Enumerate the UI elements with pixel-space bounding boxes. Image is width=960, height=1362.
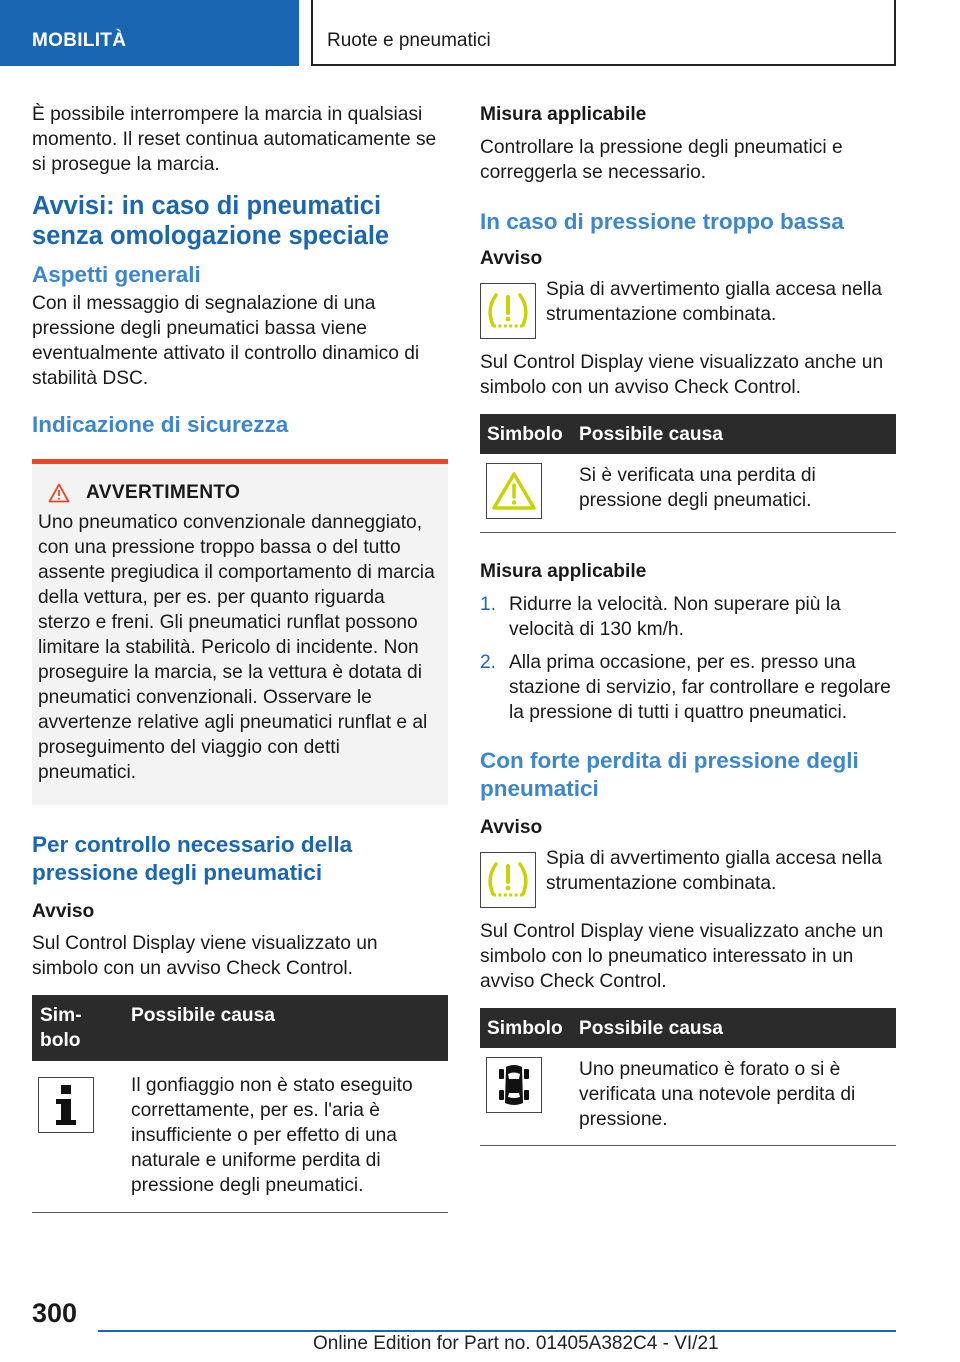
indicator-row: [480, 846, 896, 908]
warning-box: [32, 459, 448, 805]
page-header: [0, 0, 960, 66]
indicator-text: Spia di avvertimento gialla accesa nella strumentazione combinata.: [546, 848, 882, 894]
tire-pressure-warning-icon: [480, 283, 536, 339]
indicator-text: Spia di avvertimento gialla accesa nella strumentazione combinata.: [546, 279, 882, 325]
warning-triangle-icon: [486, 463, 542, 519]
chapter-title: Ruote e pneumatici: [311, 0, 896, 66]
page-number: 300: [32, 1298, 78, 1328]
heading-safety: Indicazione di sicurezza: [32, 412, 289, 437]
warning-title: AVVERTIMENTO: [86, 482, 241, 503]
col-cause-header: Possibile causa: [571, 1008, 896, 1048]
steps-list: [480, 592, 896, 725]
avviso-label: Avviso: [32, 901, 95, 922]
warning-triangle-icon: [48, 483, 70, 503]
measure-heading: Misura applicabile: [480, 104, 647, 125]
cause-table: [32, 995, 448, 1213]
table-row: [480, 454, 896, 533]
measure-paragraph: Controllare la pressione degli pneumatici e correggerla se necessario.: [480, 137, 843, 183]
heading-strong-loss: Con forte perdita di pressione degli pneumatici: [480, 748, 859, 801]
footer-divider: [98, 1330, 896, 1332]
avviso-label: Avviso: [480, 817, 543, 838]
step-text: Ridurre la velocità. Non superare più la velocità di 130 km/h.: [509, 594, 841, 640]
table-row: [480, 1048, 896, 1146]
cause-table: [480, 1008, 896, 1146]
tire-pressure-warning-icon: [480, 852, 536, 908]
table-header-row: [32, 995, 448, 1061]
indicator-row: [480, 277, 896, 339]
section-heading-no-approval: Avvisi: in caso di pneumatici senza omologazione speciale: [32, 192, 390, 250]
control-display-paragraph: Sul Control Display viene visualizzato anche un simbolo con un avviso Check Control.: [480, 352, 884, 398]
list-item: [480, 592, 896, 642]
edition-text: Online Edition for Part no. 01405A382C4 - VI/21: [313, 1333, 719, 1354]
list-item: [480, 650, 896, 725]
avviso-label: Avviso: [480, 248, 543, 269]
step-text: Alla prima occasione, per es. presso una stazione di servizio, far controllare e regolare la pressione di tutti i quattro pneumatici.: [509, 652, 891, 723]
section-tab: MOBILITÀ: [0, 0, 299, 66]
measure-heading: Misura applicabile: [480, 561, 647, 582]
info-icon: [38, 1077, 94, 1133]
col-symbol-header: Sim- bolo: [32, 995, 123, 1061]
control-display-paragraph: Sul Control Display viene visualizzato anche un simbolo con lo pneumatico interessato in un avviso Check Control.: [480, 921, 884, 992]
step-number: 2.: [480, 652, 497, 673]
right-column: [480, 102, 896, 1146]
col-symbol-header: Simbolo: [480, 414, 571, 454]
intro-paragraph: È possibile interrompere la marcia in qualsiasi momento. Il reset continua automaticamente se si prosegue la marcia.: [32, 104, 437, 175]
cause-text: Il gonfiaggio non è stato eseguito correttamente, per es. l'aria è insufficiente o per effetto di una naturale e uniforme perdita di pressione degli pneumatici.: [123, 1061, 448, 1213]
heading-general: Aspetti generali: [32, 262, 201, 287]
table-row: [32, 1061, 448, 1213]
col-symbol-header: Simbolo: [480, 1008, 571, 1048]
car-tire-top-view-icon: [486, 1057, 542, 1113]
warning-heading: [38, 482, 442, 504]
avviso-paragraph: Sul Control Display viene visualizzato un simbolo con un avviso Check Control.: [32, 933, 378, 979]
heading-pressure-check: Per controllo necessario della pressione degli pneumatici: [32, 832, 353, 885]
col-cause-header: Possibile causa: [123, 995, 448, 1061]
warning-text: Uno pneumatico convenzionale danneggiato, con una pressione troppo bassa o del tutto assente pregiudica il comportamento di marcia della vettura, per es. per quanto riguarda sterzo e freni. Gli pneumatici runflat possono limitare la stabilità. Pericolo di incidente. Non proseguire la marcia, se la vettura è dotata di pneumatici convenzionali. Osservare le avvertenze relative agli pneumatici runflat e al proseguimento del viaggio con detti pneumatici.: [38, 512, 435, 783]
col-cause-header: Possibile causa: [571, 414, 896, 454]
step-number: 1.: [480, 594, 497, 615]
left-column: [32, 102, 448, 1213]
heading-low-pressure: In caso di pressione troppo bassa: [480, 209, 844, 234]
table-header-row: [480, 414, 896, 454]
table-header-row: [480, 1008, 896, 1048]
general-paragraph: Con il messaggio di segnalazione di una pressione degli pneumatici bassa viene eventualmente attivato il controllo dinamico di stabilità DSC.: [32, 293, 420, 389]
cause-text: Si è verificata una perdita di pressione degli pneumatici.: [571, 454, 896, 533]
cause-table: [480, 414, 896, 533]
cause-text: Uno pneumatico è forato o si è verificata una notevole perdita di pressione.: [571, 1048, 896, 1146]
